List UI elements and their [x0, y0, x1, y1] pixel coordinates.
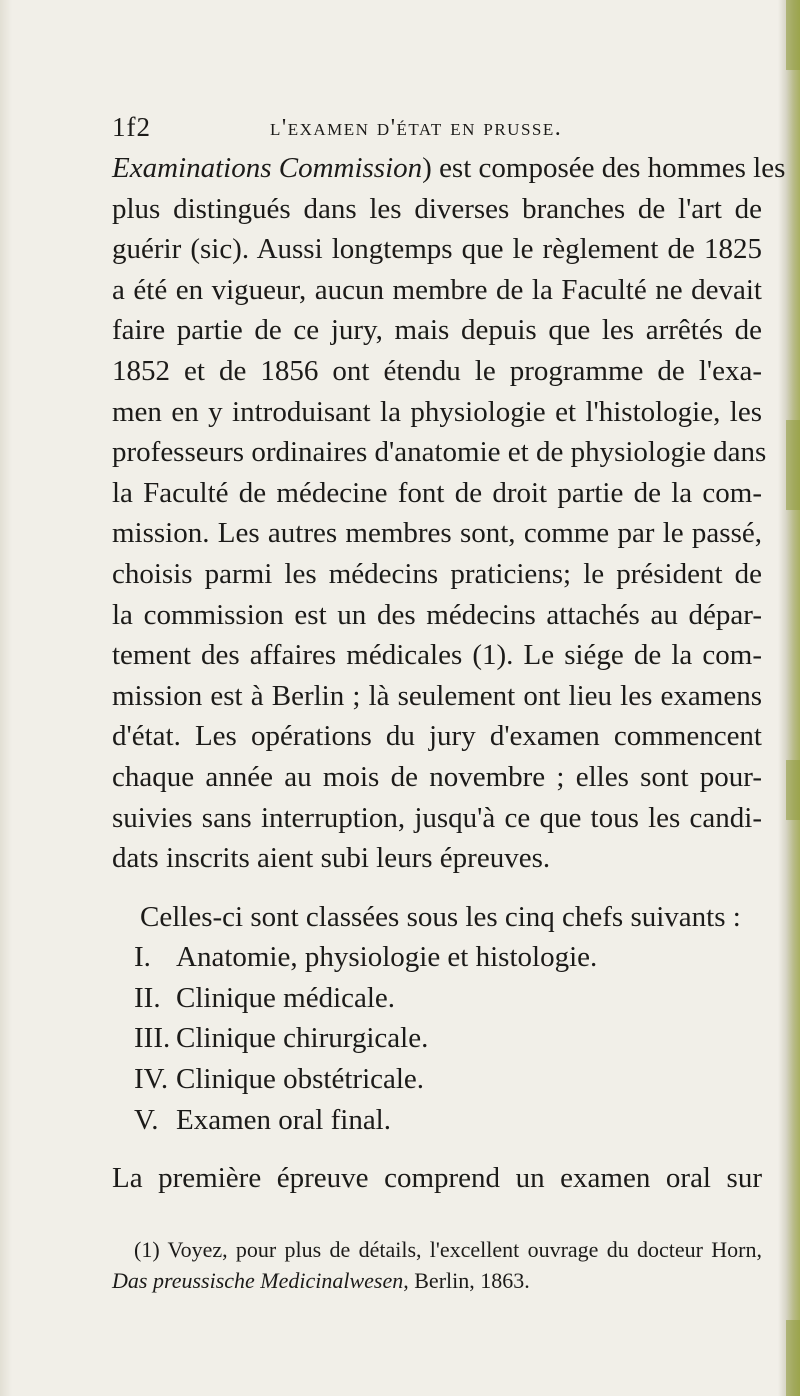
- list-number: III.: [134, 1022, 171, 1055]
- list-item: [112, 1018, 762, 1059]
- running-title: l'examen d'état en prusse.: [270, 115, 563, 141]
- text-line: plus distingués dans les diverses branches de l'art de: [112, 192, 762, 225]
- page-left-shadow: [0, 0, 12, 1396]
- paragraph-gap: [112, 1140, 762, 1158]
- text-line: 1852 et de 1856 ont étendu le programme de l'exa-: [112, 354, 762, 387]
- list-item: [112, 937, 762, 978]
- list-item: [112, 1100, 762, 1141]
- page-number: 1f2: [112, 112, 151, 142]
- body-text: [112, 148, 786, 1199]
- text-line: chaque année au mois de novembre ; elles sont pour-: [112, 760, 762, 793]
- list-text: Anatomie, physiologie et histologie.: [176, 941, 598, 974]
- list-text: Clinique médicale.: [176, 981, 396, 1014]
- list-text: Examen oral final.: [176, 1103, 391, 1136]
- list-number: II.: [134, 981, 161, 1014]
- text-line: professeurs ordinaires d'anatomie et de physiologie dans: [112, 436, 767, 469]
- list-item: [112, 1059, 762, 1100]
- text-line: guérir (sic). Aussi longtemps que le règlement de 1825: [112, 233, 762, 266]
- text-line: men en y introduisant la physiologie et l'histologie, les: [112, 395, 762, 428]
- edge-stain-spot: [786, 420, 800, 510]
- page-right-edge-stain: [778, 0, 800, 1396]
- paragraph-gap: [112, 879, 762, 897]
- italic-title: Examinations Commission: [112, 152, 423, 184]
- footnote-line: [112, 1265, 762, 1296]
- text-line: d'état. Les opérations du jury d'examen commencent: [112, 720, 762, 753]
- list-number: I.: [134, 941, 151, 974]
- list-item: [112, 978, 762, 1019]
- text-line: mission est à Berlin ; là seulement ont lieu les examens: [112, 679, 762, 712]
- edge-stain-spot: [786, 0, 800, 70]
- footnote-citation: , Berlin, 1863.: [403, 1268, 530, 1293]
- text-span: ) est composée des hommes les: [422, 152, 786, 184]
- paragraph-start: La première épreuve comprend un examen oral sur: [112, 1162, 762, 1195]
- edge-stain-spot: [786, 760, 800, 820]
- list-number: IV.: [134, 1063, 169, 1096]
- text-line: la commission est un des médecins attachés au dépar-: [112, 598, 762, 631]
- text-line: mission. Les autres membres sont, comme par le passé,: [112, 517, 762, 550]
- text-line: tement des affaires médicales (1). Le siége de la com-: [112, 639, 762, 672]
- footnote-line: (1) Voyez, pour plus de détails, l'excellent ouvrage du docteur Horn,: [134, 1237, 762, 1262]
- text-line: la Faculté de médecine font de droit partie de la com-: [112, 476, 762, 509]
- list-text: Clinique chirurgicale.: [176, 1022, 429, 1055]
- text-line: [112, 148, 786, 189]
- edge-stain-spot: [786, 1320, 800, 1396]
- list-number: V.: [134, 1103, 159, 1136]
- text-line: a été en vigueur, aucun membre de la Faculté ne devait: [112, 273, 762, 306]
- paragraph-intro: Celles-ci sont classées sous les cinq chefs suivants :: [140, 900, 741, 933]
- text-line: suivies sans interruption, jusqu'à ce que tous les candi-: [112, 801, 762, 834]
- text-line: choisis parmi les médecins praticiens; le président de: [112, 557, 762, 590]
- text-line: dats inscrits aient subi leurs épreuves.: [112, 842, 551, 875]
- list-text: Clinique obstétricale.: [176, 1063, 425, 1096]
- footnote-book-title: Das preussische Medicinalwesen: [112, 1268, 404, 1293]
- running-header: [112, 112, 752, 152]
- text-line: faire partie de ce jury, mais depuis que les arrêtés de: [112, 314, 762, 347]
- footnote: [112, 1234, 762, 1296]
